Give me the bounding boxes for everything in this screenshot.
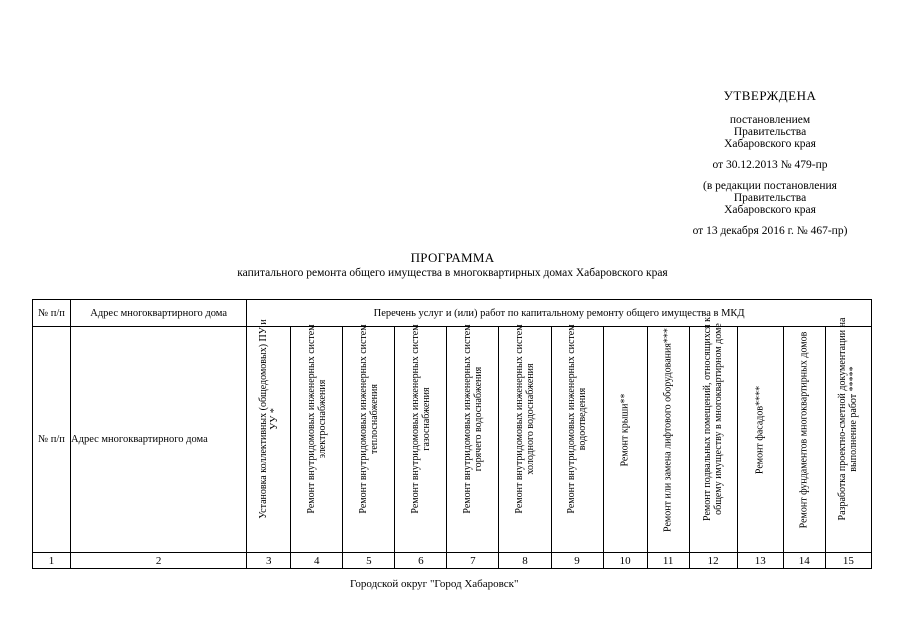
approval-block xyxy=(640,90,900,237)
column-header: Ремонт внутридомовых инженерных систем водоотведения xyxy=(566,324,589,514)
column-header: Ремонт фасадов**** xyxy=(754,385,766,475)
header-address: Адрес многоквартирного дома xyxy=(71,300,247,327)
column-header: Ремонт внутридомовых инженерных систем электроснабжения xyxy=(305,324,328,514)
column-header: Установка коллективных (общедомовых) ПУ и УУ * xyxy=(257,319,280,519)
approval-line: от 13 декабря 2016 г. № 467-пр) xyxy=(692,225,848,237)
column-number: 2 xyxy=(71,553,247,569)
approval-line: от 30.12.2013 № 479-пр xyxy=(712,159,828,171)
column-header: Ремонт или замена лифтового оборудования*** xyxy=(662,328,674,532)
header-num: № п/п xyxy=(33,300,71,327)
program-table xyxy=(32,299,872,569)
column-number: 13 xyxy=(737,553,783,569)
approval-line: Хабаровского края xyxy=(724,204,816,216)
column-number: 1 xyxy=(33,553,71,569)
column-header: Ремонт фундаментов многоквартирных домов xyxy=(798,331,810,529)
column-number: 6 xyxy=(395,553,447,569)
column-header: Разработка проектно-сметной документации на выполнение работ ***** xyxy=(837,317,860,521)
column-header: Ремонт внутридомовых инженерных систем холодного водоснабжения xyxy=(513,324,536,514)
program-subtitle: капитального ремонта общего имущества в многоквартирных домах Хабаровского края xyxy=(237,267,668,279)
column-number: 14 xyxy=(783,553,825,569)
approval-line: Правительства xyxy=(733,126,807,138)
subheader-address: Адрес многоквартирного дома xyxy=(71,327,247,553)
column-number: 11 xyxy=(647,553,689,569)
column-number: 7 xyxy=(447,553,499,569)
column-number: 4 xyxy=(291,553,343,569)
column-number: 15 xyxy=(825,553,871,569)
column-header: Ремонт внутридомовых инженерных систем газоснабжения xyxy=(409,324,432,514)
column-header: Ремонт подвальных помещений, относящихся к общему имуществу в многоквартирном доме xyxy=(702,317,725,521)
column-number: 9 xyxy=(551,553,603,569)
column-number: 3 xyxy=(247,553,291,569)
subheader-num: № п/п xyxy=(33,327,71,553)
column-header: Ремонт внутридомовых инженерных систем горячего водоснабжения xyxy=(461,324,484,514)
approval-line: постановлением xyxy=(729,114,811,126)
column-header: Ремонт внутридомовых инженерных систем теплоснабжения xyxy=(357,324,380,514)
column-header: Ремонт крыши** xyxy=(619,393,631,467)
city-section-label: Городской округ "Город Хабаровск" xyxy=(350,578,519,590)
approval-line: Правительства xyxy=(733,192,807,204)
approval-line: Хабаровского края xyxy=(724,138,816,150)
column-number: 5 xyxy=(343,553,395,569)
approval-title: УТВЕРЖДЕНА xyxy=(723,88,817,103)
column-number: 12 xyxy=(689,553,737,569)
program-title: ПРОГРАММА xyxy=(410,250,495,265)
approval-line: (в редакции постановления xyxy=(703,180,837,192)
column-number: 10 xyxy=(603,553,647,569)
header-services: Перечень услуг и (или) работ по капитальному ремонту общего имущества в МКД xyxy=(247,300,872,327)
column-number: 8 xyxy=(499,553,551,569)
